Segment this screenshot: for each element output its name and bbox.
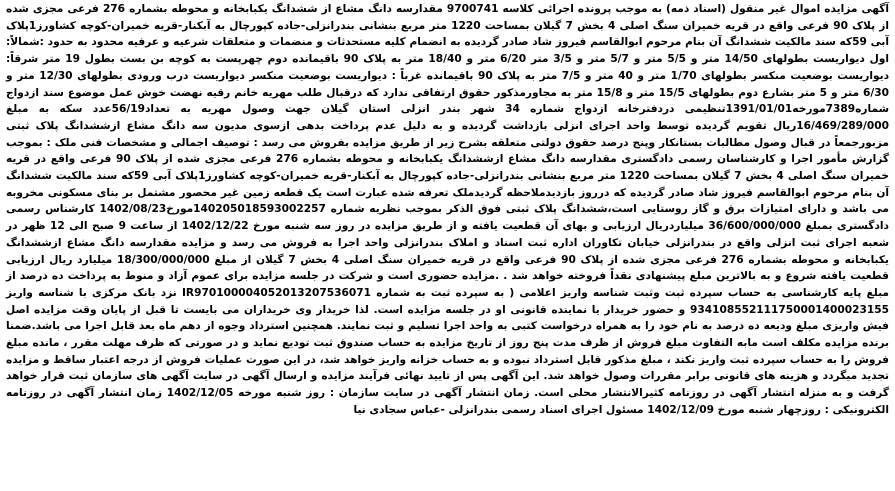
notice-signature: مسئول اجرای اسناد رسمی بندرانزلی -عباس سجادی نیا xyxy=(353,403,644,416)
notice-title: آگهی مزایده اموال غیر منقول (اسناد ذمه) به موجب پرونده اجرائی کلاسه 9700741 مقدارسه دانگ مشاع از ششدانگ یکبابخانه و محوطه بشماره 276 فرعی مجزی شده از پلاک xyxy=(6,3,889,32)
notice-body: 90 فرعی واقع در قریه خمیران سنگ اصلی 4 بخش 7 گیلان بمساحت 1220 متر مربع بنشانی بندرانزلی-جاده کپورچال به آبکنار-قریه خمیران-کوچه کشاورز1پلاک آبی 59که سند مالکیت ششدانگ آن بنام مرحوم ابوالقاسم فیروز شاد صادر گردیده به انضمام کلیه مستحدثات و منضمات و متعلقات شرعیه و عرفیه محدود به حدود :شمالاً: اول دیواریست بطولهای 14/50 متر و 5/5 متر و 5/7 متر و 3/5 متر 6/20 متر و 18/40 متر به پلاک 90 باقیمانده دوم چهرپست به کوچه بن بست بطول 19 متر شرقاً: دیواریست بوضعیت منکسر بطولهای 1/70 متر و 40 متر و 7/5 متر به پلاک 90 باقیمانده غرباً : دیواریست بوضعیت منکسر دیواریست درب ورودی بطولهای 12/30 متر و 6/30 متر و 5 متر بشارع دوم بطولهای 15/5 متر و 15/8 متر به مجاورمذکور حقوق ارتفاقی ندارد که درقبال طلب مهریه خانم رقیه نهضت خوش عمل موضوع سند ازدواج شماره7389مورخه1391/01/01تنظیمی دردفترخانه ازدواج شماره 34 شهر بندر انزلی استان گیلان جهت وصول مهریه به تعداد56/19عدد سکه به مبلغ 16/469/289/000ریال تقویم گردیده توسط واحد اجرای انزلی بازداشت گردیده و به دلیل عدم پرداخت بدهی ازسوی مدیون سه دانگ مشاع ازششدانگ پلاک ثبتی مزبورجمعاً در قبال وصول مطالبات بستانکار وپنج درصد حقوق دولتی متعلقه بشرح زیر از طریق مزایده بفروش می رسد : توصیف اجمالی و مشخصات فنی ملک : بموجب گزارش مأمور اجرا و کارشناسان رسمی دادگستری مقدارسه دانگ مشاع ازششدانگ یکبابخانه و محوطه بشماره 276 فرعی مجزی شده از پلاک 90 فرعی واقع در قریه خمیران سنگ اصلی 4 بخش 7 گیلان بمساحت 1220 متر مربع بنشانی بندرانزلی-جاده کپورچال به آبکنار-قریه خمیران-کوچه کشاورز1پلاک آبی 59که سند مالکیت ششدانگ آن بنام مرحوم ابوالقاسم فیروز شاد صادر گردیده که درروز بازدیدملاحظه گردیدملک تعرفه شده عبارت است یک قطعه زمین غیر محصور مشتمل بر بنای مسکونی مخروبه می باشد و دارای امتیازات برق و گاز روستایی است،ششدانگ پلاک ثبتی فوق الذکر بموجب نظریه شماره 140205018593002257مورخ1402/08/23 کارشناس رسمی دادگستری بمبلغ 36/600/000/000 میلیاردریال ارزیابی و بهای آن قطعیت یافته و از طریق مزایده در روز سه شنبه مورخ 1402/12/22 از ساعت 9 صبح الی 12 ظهر در شعبه اجرای ثبت انزلی واقع در بندرانزلی خیابان تکاوران اداره ثبت اسناد و املاک بندرانزلی واحد اجرا به فروش می رسد و مزایده مقدارسه دانگ مشاع ازششدانگ یکبابخانه و محوطه بشماره 276 فرعی مجزی شده از پلاک 90 فرعی واقع در قریه خمیران سنگ اصلی 4 بخش 7 گیلان از مبلغ 18/300/000/000 میلیارد ریال ارزیابی قطعیت یافته شروع و به بالاترین مبلغ پیشنهادی نقداً فروخته خواهد شد . .مزایده حضوری است و شرکت در جلسه مزایده برای عموم آزاد و منوط به پرداخت ده درصد از مبلغ پایه کارشناسی به حساب سپرده ثبت وثبت شناسه واریز اعلامی ( به سپرده ثبت به شماره IR970100004052013207536071 نزد بانک مرکزی با شناسه واریز 934108552111750001400023155 و حضور خریدار یا نماینده قانونی او در جلسه مزایده است. لذا خریدار وی خریداران می بایست تا قبل از پایان وقت مزایده اصل فیش واریزی مبلغ ودیعه ده درصد به نام خود را به همراه درخواست کتبی به واحد اجرا تسلیم و ثبت نمایند. همچنین استرداد وجوه از دهم ماه بعد قابل اجرا می باشد.ضمنا برنده مزایده مکلف است مابه التفاوت مبلغ فروش از ظرف مدت پنج روز از تاریخ مزایده به حساب صندوق ثبت تودیع نماید و در صورتی که ظرف مهلت مقرر ، مانده مبلغ فروش را به حساب سپرده ثبت واریز نکند ، مبلغ مذکور قابل استرداد نبوده و به حساب خزانه واریز خواهد شد، در این صورت عملیات فروش از درجه اعتبار ساقط و مزایده تجدید میگردد و هزینه های قانونی برابر مقررات وصول خواهد شد. این آگهی پس از تایید نهائی فرآیند مزایده و ارسال آگهی در سایت آگهی های سازمان ثبت قرار خواهد گرفت و به منزله انتشار آگهی در روزنامه کثیرالانتشار محلی است. زمان انتشار آگهی در سایت سازمان : روز شنبه مورخه 1402/12/05 زمان انتشار آگهی در روزنامه الکترونیکی : روزچهار شنبه مورخ 1402/12/09 xyxy=(6,19,890,416)
